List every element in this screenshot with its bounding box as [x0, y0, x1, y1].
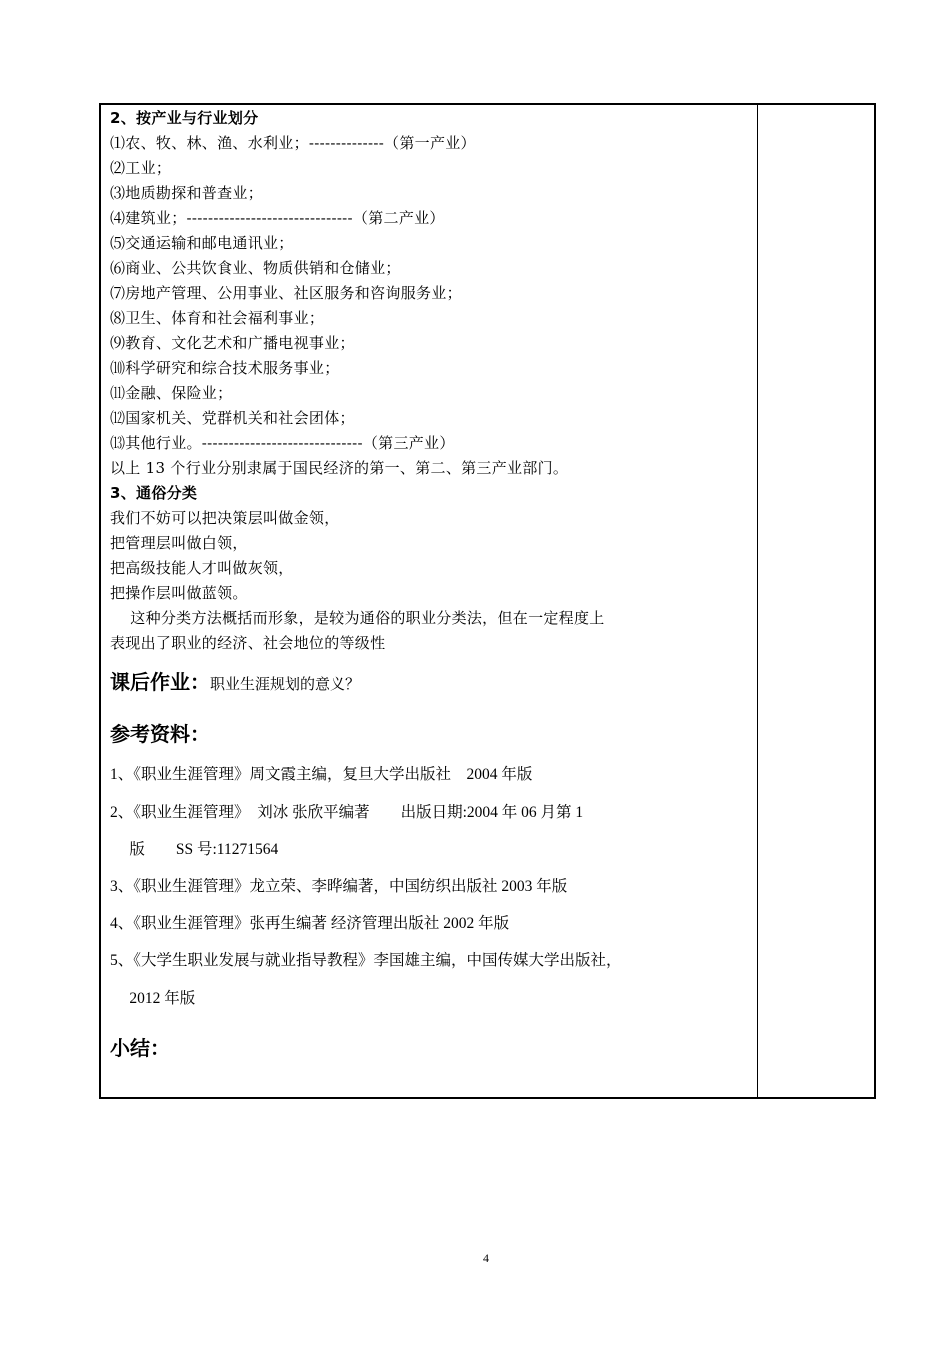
industry-item: ⑿国家机关、党群机关和社会团体； [110, 409, 355, 427]
industry-item: ⑽科学研究和综合技术服务事业； [110, 359, 340, 377]
popular-line: 把管理层叫做白领， [110, 534, 248, 552]
content-table [99, 103, 876, 1099]
homework-text: 职业生涯规划的意义？ [210, 675, 361, 693]
column-divider [757, 105, 758, 1097]
popular-line: 表现出了职业的经济、社会地位的等级性 [110, 634, 386, 652]
industry-summary: 以上 13 个行业分别隶属于国民经济的第一、第二、第三产业部门。 [110, 459, 569, 477]
homework-row [110, 669, 360, 697]
industry-item: ⑺房地产管理、公用事业、社区服务和咨询服务业； [110, 284, 462, 302]
industry-item: ⒀其他行业。------------------------------（第三产业） [110, 434, 455, 452]
industry-item: ⑸交通运输和邮电通讯业； [110, 234, 294, 252]
summary-label: 小结： [110, 1036, 170, 1060]
reference-item: 2、《职业生涯管理》 刘冰 张欣平编著 出版日期:2004 年 06 月第 1 [110, 804, 584, 821]
industry-item: ⑶地质勘探和普查业； [110, 184, 264, 202]
popular-line: 把操作层叫做蓝领。 [110, 584, 248, 602]
industry-item: ⑹商业、公共饮食业、物质供销和仓储业； [110, 259, 401, 277]
reference-item: 1、《职业生涯管理》周文霞主编，复旦大学出版社 2004 年版 [110, 766, 533, 783]
reference-item: 3、《职业生涯管理》龙立荣、李晔编著，中国纺织出版社 2003 年版 [110, 878, 568, 895]
reference-item: 4、《职业生涯管理》张再生编著 经济管理出版社 2002 年版 [110, 915, 510, 932]
references-label: 参考资料： [110, 722, 210, 746]
industry-item: ⑾金融、保险业； [110, 384, 233, 402]
popular-line: 把高级技能人才叫做灰领， [110, 559, 294, 577]
industry-item: ⑴农、牧、林、渔、水利业；--------------（第一产业） [110, 134, 476, 152]
section-heading-popular: 3、通俗分类 [110, 484, 198, 502]
industry-item: ⑷建筑业；-------------------------------（第二产业） [110, 209, 445, 227]
reference-item: 5、《大学生职业发展与就业指导教程》李国雄主编，中国传媒大学出版社， [110, 952, 622, 969]
section-heading-industry: 2、按产业与行业划分 [110, 109, 259, 127]
reference-item-continued: 版 SS 号:11271564 [110, 841, 279, 858]
popular-line: 我们不妨可以把决策层叫做金领， [110, 509, 340, 527]
page-number: 4 [483, 1251, 489, 1265]
homework-label: 课后作业： [110, 670, 210, 694]
industry-item: ⑼教育、文化艺术和广播电视事业； [110, 334, 355, 352]
reference-item-continued: 2012 年版 [110, 990, 196, 1007]
popular-line: 这种分类方法概括而形象，是较为通俗的职业分类法，但在一定程度上 [110, 609, 605, 627]
industry-item: ⑵工业； [110, 159, 172, 177]
industry-item: ⑻卫生、体育和社会福利事业； [110, 309, 325, 327]
